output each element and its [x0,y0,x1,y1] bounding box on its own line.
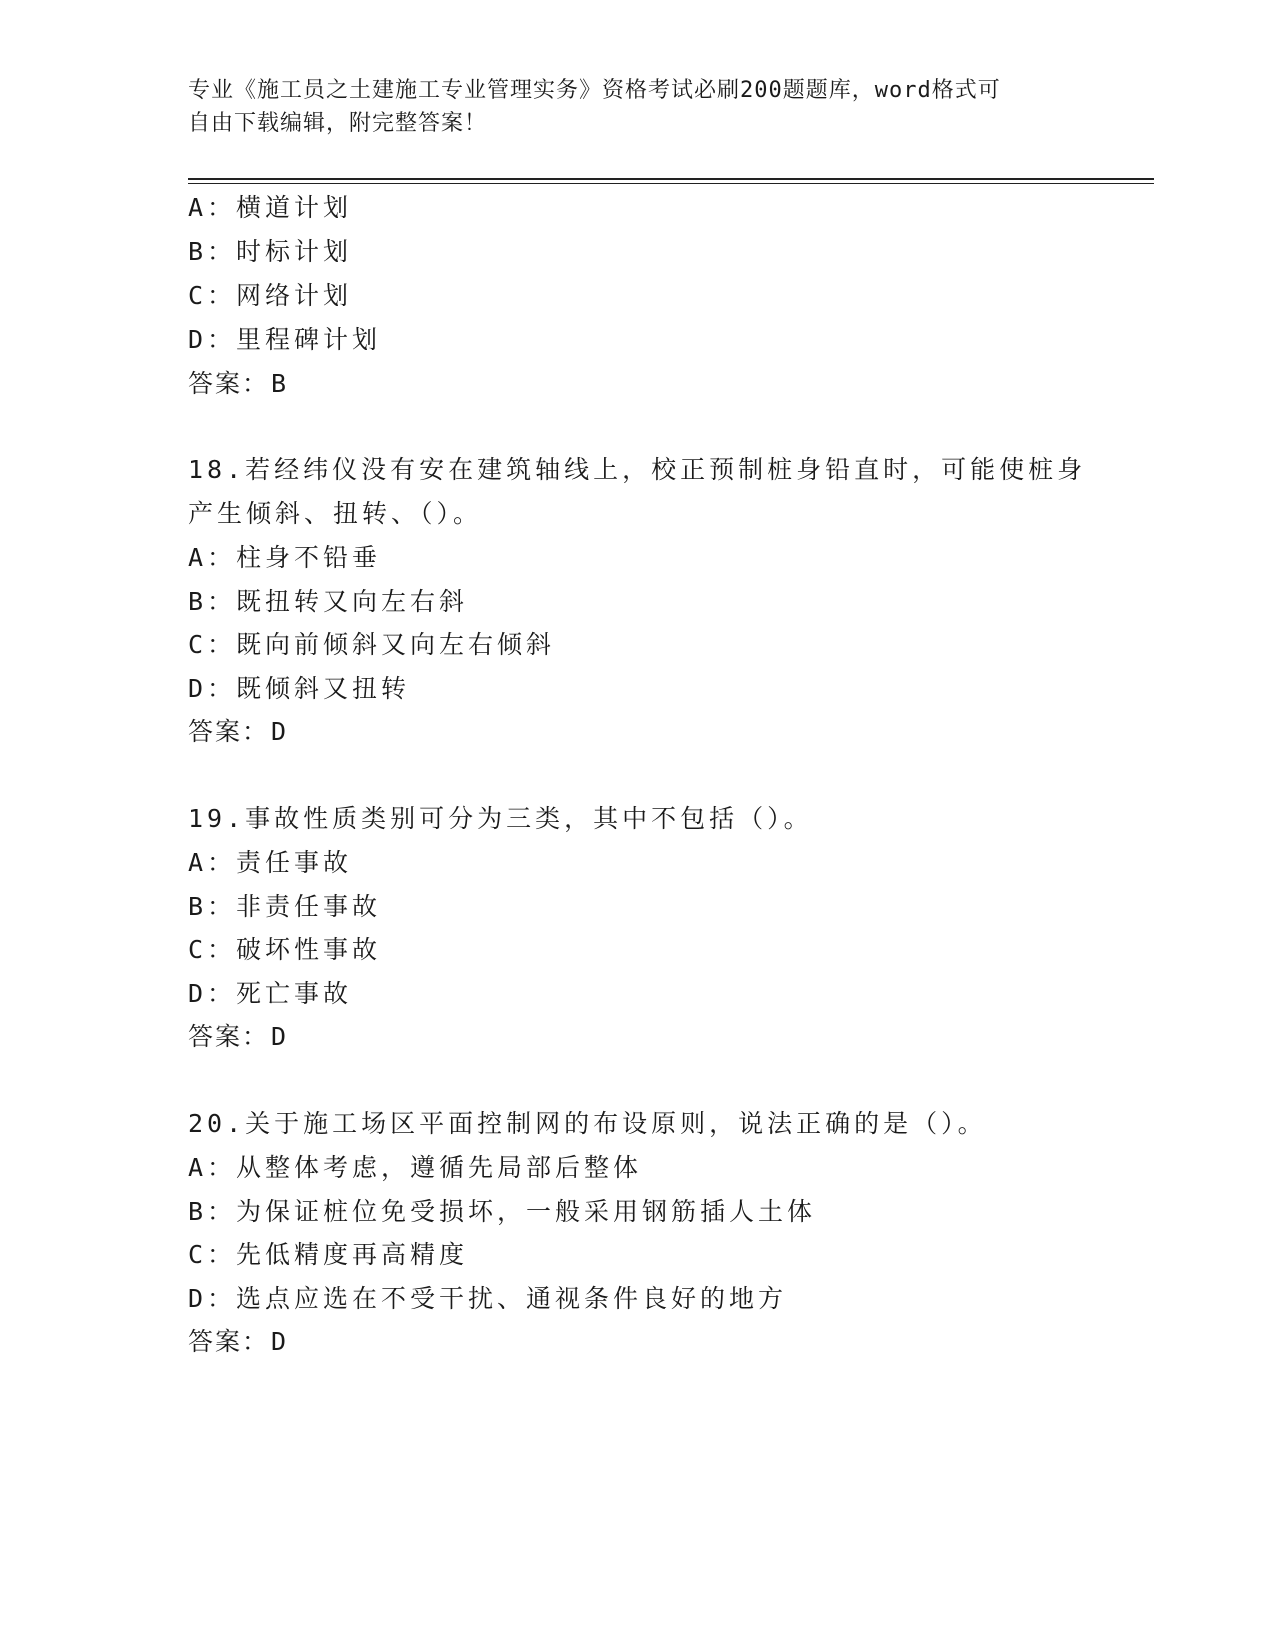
answer-label: 答案： [188,717,270,746]
option-d: D：死亡事故 [188,979,353,1008]
option-b: B：既扭转又向左右斜 [188,587,469,616]
option-b: B：为保证桩位免受损坏，一般采用钢筋插人土体 [188,1197,817,1226]
answer-value: D [271,1327,289,1356]
option-d: D：既倾斜又扭转 [188,674,411,703]
answer-value: D [271,717,289,746]
answer-line [188,367,288,401]
option-b: B：非责任事故 [188,892,382,921]
question-stem: 产生倾斜、扭转、（）。 [188,499,483,528]
answer-value: D [271,1022,289,1051]
question-stem: 18.若经纬仪没有安在建筑轴线上，校正预制桩身铅直时，可能使桩身 [188,455,1087,484]
option-c: C：网络计划 [188,281,353,310]
question-stem: 20.关于施工场区平面控制网的布设原则，说法正确的是（）。 [188,1109,987,1138]
option-d: D：选点应选在不受干扰、通视条件良好的地方 [188,1284,788,1313]
answer-line [188,1325,288,1359]
option-a: A：责任事故 [188,848,353,877]
document-header [188,74,1088,140]
option-a: A：柱身不铅垂 [188,543,382,572]
answer-label: 答案： [188,369,270,398]
option-c: C：破坏性事故 [188,935,382,964]
option-a: A：从整体考虑，遵循先局部后整体 [188,1153,643,1182]
header-divider-thin [188,183,1154,184]
answer-line [188,715,288,749]
option-b: B：时标计划 [188,237,353,266]
option-d: D：里程碑计划 [188,325,382,354]
header-line-1: 专业《施工员之土建施工专业管理实务》资格考试必刷200题题库，word格式可 [188,78,1001,103]
option-a: A：横道计划 [188,193,353,222]
answer-line [188,1020,288,1054]
answer-label: 答案： [188,1327,270,1356]
option-c: C：先低精度再高精度 [188,1240,469,1269]
answer-label: 答案： [188,1022,270,1051]
option-c: C：既向前倾斜又向左右倾斜 [188,630,556,659]
answer-value: B [271,369,289,398]
question-stem: 19.事故性质类别可分为三类，其中不包括（）。 [188,804,813,833]
header-divider-thick [188,178,1154,180]
header-line-2: 自由下载编辑，附完整答案！ [188,111,488,136]
